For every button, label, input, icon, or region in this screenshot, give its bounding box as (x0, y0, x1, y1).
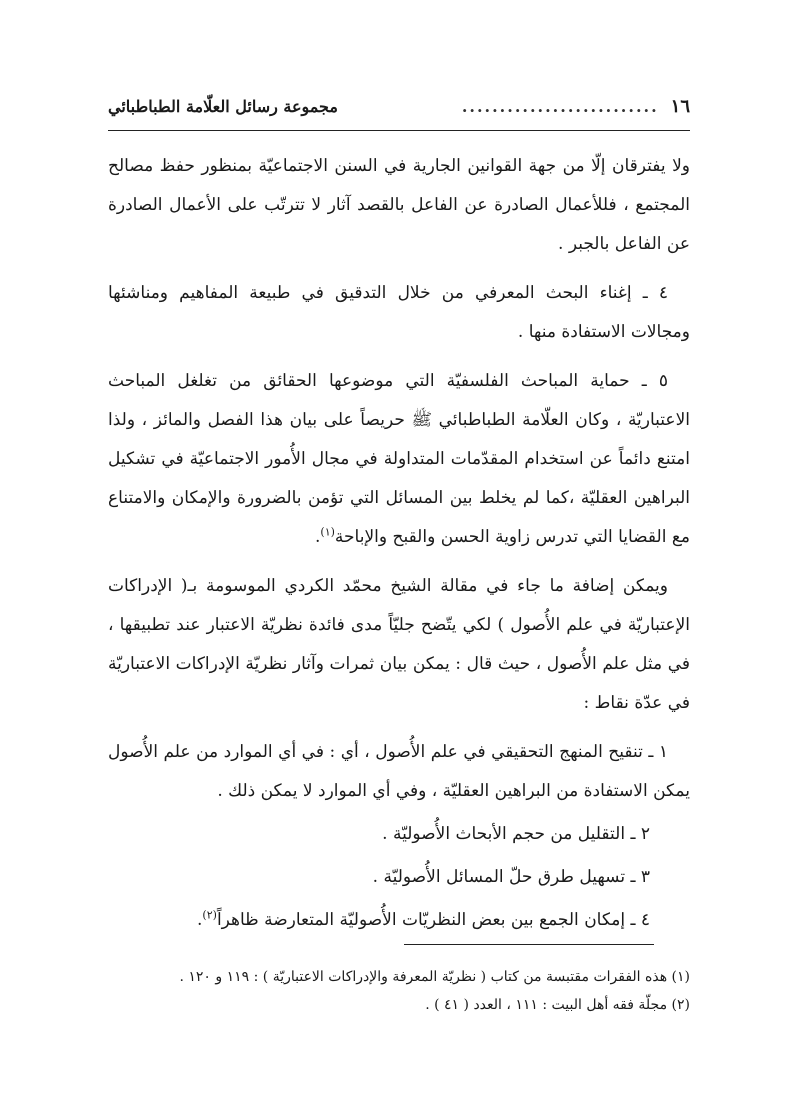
paragraph-point-5 (108, 362, 690, 557)
main-text (108, 147, 690, 940)
paragraph-addition: ويمكن إضافة ما جاء في مقالة الشيخ محمّد الكردي الموسومة بـ( الإدراكات الإعتباريّة في علم الأُصول ) لكي يتّضح جليّاً مدى فائدة نظريّة الاعتبار عند تطبيقها ، في مثل علم الأُصول ، حيث قال : يمكن بيان ثمرات وآثار نظريّة الإدراكات الاعتباريّة في عدّة نقاط : (108, 576, 690, 713)
paragraph-point-4: ٤ ـ إغناء البحث المعرفي من خلال التدقيق في طبيعة المفاهيم ومناشئها ومجالات الاستفادة منها . (108, 283, 690, 342)
header-dot-leader: .......................... (461, 97, 659, 116)
footnote-ref-1[interactable]: (١) (320, 525, 335, 539)
running-header (108, 96, 690, 131)
paragraph-point-5-text: ٥ ـ حماية المباحث الفلسفيّة التي موضوعها الحقائق من تغلغل المباحث الاعتباريّة ، وكان العلّامة الطباطبائي ﷺ حريصاً على بيان هذا الفصل والمائز ، ولذا امتنع دائماً عن استخدام المقدّمات المتداولة في مجال الأُمور الاجتماعيّة في تشكيل البراهين العقليّة ،كما لم يخلط بين المسائل التي تؤمن بالضرورة والإمكان والامتناع مع القضايا التي تدرس زاوية الحسن والقبح والإباحة (108, 371, 690, 547)
footnote-1: (١) هذه الفقرات مقتبسة من كتاب ( نظريّة المعرفة والإدراكات الاعتباريّة ) : ١١٩ و ١٢٠ . (179, 969, 690, 985)
footnotes-section (108, 944, 690, 1019)
sentence-end-dot: . (314, 527, 321, 547)
footnote-divider (404, 944, 654, 945)
page-content (108, 96, 690, 944)
footnote-ref-2[interactable]: (٢) (202, 908, 217, 922)
paragraph-1: ولا يفترقان إلّا من جهة القوانين الجارية في السنن الاجتماعيّة بمنظور حفظ مصالح المجتمع ، فللأعمال الصادرة عن الفاعل بالقصد آثار لا تترتّب على الأعمال الصادرة عن الفاعل بالجبر . (108, 156, 690, 254)
list-item-4 (108, 901, 690, 940)
footnote-2: (٢) مجلّة فقه أهل البيت : ١١١ ، العدد ( ٤١ ) . (425, 997, 690, 1013)
list-item-2: ٢ ـ التقليل من حجم الأبحاث الأُصوليّة . (382, 824, 650, 844)
list-item-1: ١ ـ تنقيح المنهج التحقيقي في علم الأُصول ، أي : في أي الموارد من علم الأُصول يمكن الاستفادة من البراهين العقليّة ، وفي أي الموارد لا يمكن ذلك . (108, 742, 690, 801)
sentence-end-dot-2: . (197, 910, 203, 930)
page-number: ١٦ (670, 96, 690, 117)
book-title: مجموعة رسائل العلّامة الطباطبائي (108, 97, 338, 116)
list-item-4-text: ٤ ـ إمكان الجمع بين بعض النظريّات الأُصوليّة المتعارضة ظاهراً (216, 910, 650, 930)
list-item-3: ٣ ـ تسهيل طرق حلّ المسائل الأُصوليّة . (372, 867, 650, 887)
